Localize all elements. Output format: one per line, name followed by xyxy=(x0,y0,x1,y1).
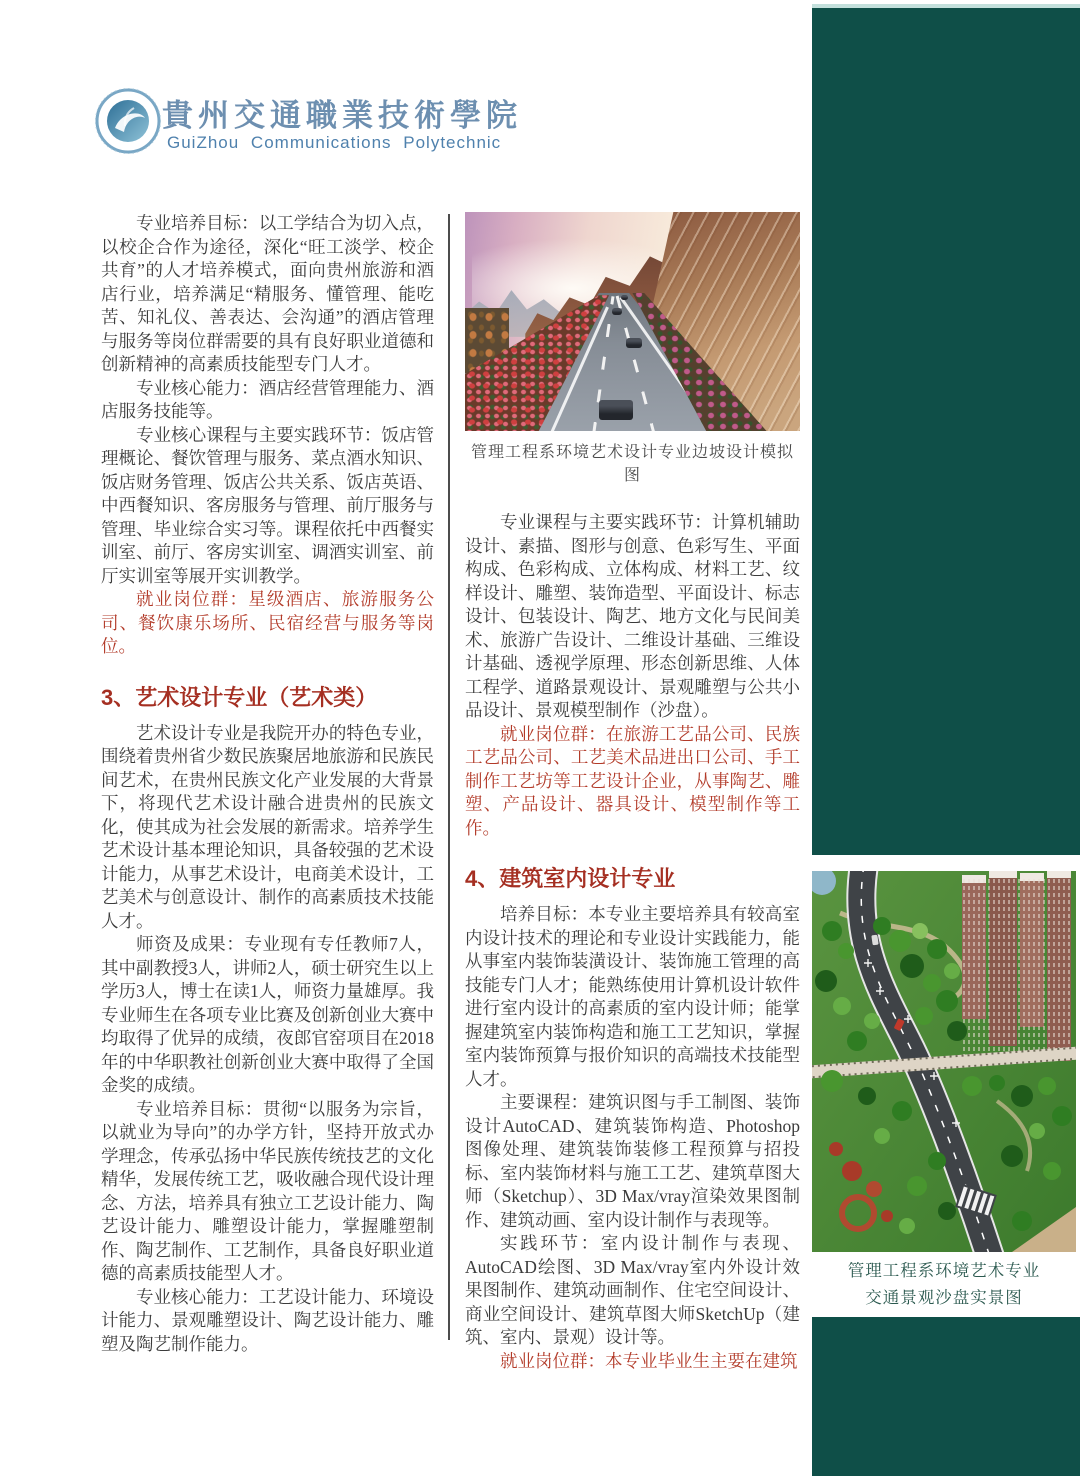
sand-table-caption-line1: 管理工程系环境艺术专业 xyxy=(847,1261,1041,1280)
sand-table-caption xyxy=(808,1257,1080,1311)
paragraph-art-courses: 专业课程与主要实践环节：计算机辅助设计、素描、图形与创意、色彩写生、平面构成、色彩构成、立体构成、材料工艺、纹样设计、雕塑、装饰造型、平面设计、标志设计、包装设计、陶艺、地方文化与民间美术、旅游广告设计、二维设计基础、三维设计基础、透视学原理、形态创新思维、人体工程学、道路景观设计、景观雕塑与公共小品设计、景观模型制作（沙盘）。 xyxy=(465,512,800,720)
paragraph-job-positions: 就业岗位群：星级酒店、旅游服务公司、餐饮康乐场所、民宿经营与服务等岗位。 xyxy=(101,589,434,656)
photo-car xyxy=(612,308,622,315)
right-column xyxy=(465,212,800,1373)
paragraph-art-goal: 专业培养目标：贯彻“以服务为宗旨，以就业为导向”的办学方针，坚持开放式办学理念，传承弘扬中华民族传统技艺的文化精华，发展传统工艺，吸收融合现代设计理念、方法，培养具有独立工艺设计能力、陶艺设计能力、雕塑设计能力，掌握雕塑制作、陶艺制作、工艺制作，具备良好职业道德的高素质技能型人才。 xyxy=(101,1098,434,1283)
photo-car xyxy=(626,338,642,348)
paragraph-core-ability: 专业核心能力：酒店经营管理能力、酒店服务技能等。 xyxy=(101,377,434,421)
photo-car xyxy=(599,400,633,420)
slope-design-photo xyxy=(465,212,800,431)
paragraph-core-courses: 专业核心课程与主要实践环节：饭店管理概论、餐饮管理与服务、菜点酒水知识、饭店财务管理、饭店公共关系、饭店英语、中西餐知识、客房服务与管理、前厅服务与管理、毕业综合实习等。课程依托中西餐实训室、前厅、客房实训室、调酒实训室、前厅实训室等展开实训教学。 xyxy=(101,424,434,586)
column-divider xyxy=(448,214,450,1340)
paragraph-interior-practice: 实践环节：室内设计制作与表现、AutoCAD绘图、3D Max/vray室内外设计效果图制作、建筑动画制作、住宅空间设计、商业空间设计、建筑草图大师SketchUp（建筑、室内、景观）设计等。 xyxy=(465,1233,800,1347)
paragraph-interior-target: 培养目标：本专业主要培养具有较高室内设计技术的理论和专业设计实践能力，能从事室内装饰装潢设计、装饰施工管理的高技能专门人才；能熟练使用计算机设计软件进行室内设计的高素质的室内设计师；能掌握建筑室内装饰构造和施工工艺知识，掌握室内装饰预算与报价知识的高端技术技能型人才。 xyxy=(465,904,800,1089)
paragraph-interior-job-positions: 就业岗位群：本专业毕业生主要在建筑 xyxy=(500,1350,798,1371)
photo1-caption: 管理工程系环境艺术设计专业边坡设计模拟图 xyxy=(470,444,794,484)
sand-table-photo xyxy=(812,871,1076,1252)
section-heading-interior-design: 4、建筑室内设计专业 xyxy=(465,866,676,891)
paragraph-faculty-results: 师资及成果：专业现有专任教师7人，其中副教授3人，讲师2人，硕士研究生以上学历3人，博士在读1人，师资力量雄厚。我专业师生在各项专业比赛及创新创业大赛中均取得了优异的成绩，夜郎官窑项目在2018年的中华职教社创新创业大赛中取得了全国金奖的成绩。 xyxy=(101,934,434,1095)
paragraph-art-intro: 艺术设计专业是我院开办的特色专业，围绕着贵州省少数民族聚居地旅游和民族民间艺术，在贵州民族文化产业发展的大背景下，将现代艺术设计融合进贵州的民族文化，使其成为社会发展的新需求。培养学生艺术设计基本理论知识，具备较强的艺术设计能力，从事艺术设计，电商美术设计，工艺美术与创意设计、制作的高素质技术技能人才。 xyxy=(101,722,434,931)
school-subtitle: GuiZhou Communications Polytechnic xyxy=(167,133,502,152)
paragraph-interior-courses: 主要课程：建筑识图与手工制图、装饰设计AutoCAD、建筑装饰构造、Photoshop图像处理、建筑装饰装修工程预算与招投标、室内装饰材料与施工工艺、建筑草图大师（Sketchup）、3D Max/vray渲染效果图制作、建筑动画、室内设计制作与表现等。 xyxy=(465,1092,800,1230)
school-title: 貴州交通職業技術學院 xyxy=(162,98,522,134)
section-heading-art-design: 3、艺术设计专业（艺术类） xyxy=(101,684,378,710)
paragraph-training-target: 专业培养目标：以工学结合为切入点，以校企合作为途径，深化“旺工淡学、校企共育”的人才培养模式，面向贵州旅游和酒店行业，培养满足“精服务、懂管理、能吃苦、知礼仪、善表达、会沟通”的酒店管理与服务等岗位群需要的具有良好职业道德和创新精神的高素质技能型专门人才。 xyxy=(101,213,434,374)
left-column xyxy=(101,212,434,1356)
paragraph-art-core-ability: 专业核心能力：工艺设计能力、环境设计能力、景观雕塑设计、陶艺设计能力、雕塑及陶艺制作能力。 xyxy=(101,1286,434,1354)
paragraph-art-job-positions: 就业岗位群：在旅游工艺品公司、民族工艺品公司、工艺美术品进出口公司、手工制作工艺坊等工艺设计企业，从事陶艺、雕塑、产品设计、器具设计、模型制作等工作。 xyxy=(465,723,800,838)
photo-car xyxy=(621,295,628,300)
sand-table-inset xyxy=(808,855,1080,1317)
school-logo-icon xyxy=(94,86,162,156)
sand-table-caption-line2: 交通景观沙盘实景图 xyxy=(865,1288,1023,1307)
